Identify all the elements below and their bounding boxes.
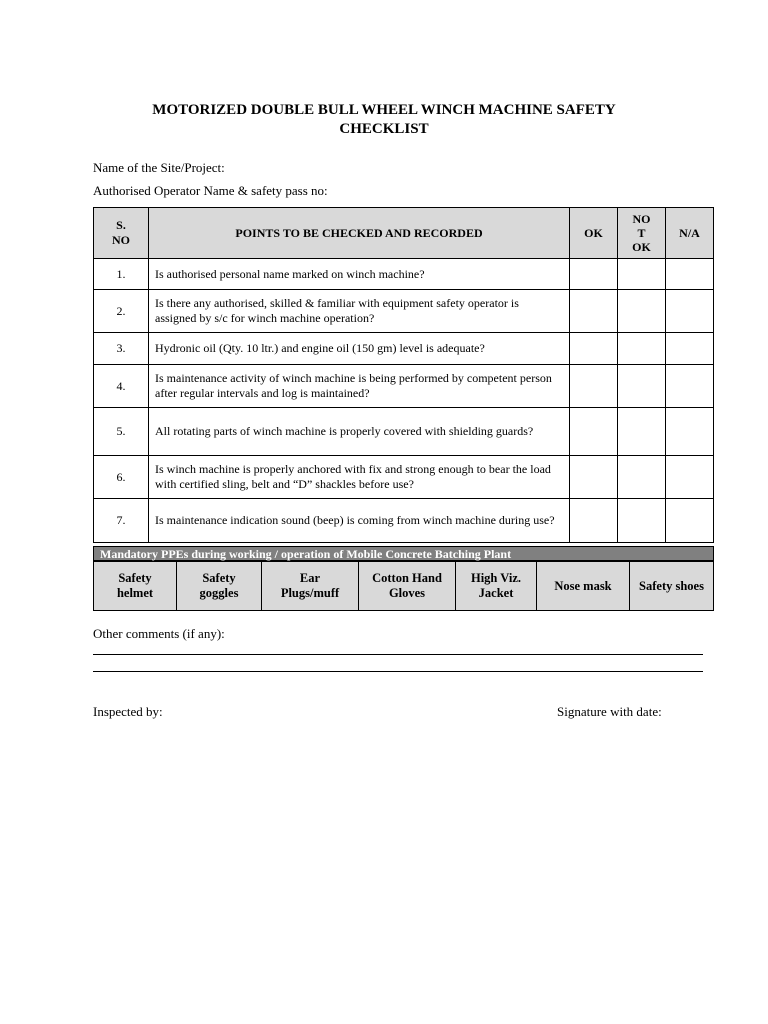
table-row [94,333,714,365]
ok-cell[interactable] [570,290,618,333]
not-ok-cell[interactable] [618,456,666,499]
signature-label: Signature with date: [557,704,662,719]
na-cell[interactable] [666,290,714,333]
site-project-field: Name of the Site/Project: [93,160,225,175]
table-row [94,290,714,333]
ok-cell[interactable] [570,456,618,499]
not-ok-cell[interactable] [618,333,666,365]
ppe-high-viz-jacket [456,562,537,611]
ppe-safety-shoes [630,562,714,611]
row-point: Is maintenance activity of winch machine is being performed by competent person after regular intervals and log is maintained? [149,365,570,408]
not-ok-cell[interactable] [618,499,666,543]
na-cell[interactable] [666,499,714,543]
ppe-label-line2: goggles [199,586,239,600]
header-not-ok-line1: NO [632,212,651,226]
row-sno: 5. [94,408,149,456]
header-sno-line2: NO [112,233,130,247]
ok-cell[interactable] [570,259,618,290]
table-row [94,365,714,408]
inspected-by-label: Inspected by: [93,704,163,719]
row-sno: 7. [94,499,149,543]
ppe-label-line2: helmet [116,586,154,600]
not-ok-cell[interactable] [618,259,666,290]
ppe-label-line1: High Viz. [470,571,521,585]
comment-line-2[interactable] [93,671,703,672]
table-row [94,259,714,290]
ppe-table [93,561,714,611]
checklist-header-row [94,208,714,259]
row-point: Is winch machine is properly anchored with fix and strong enough to bear the load with certified sling, belt and “D” shackles before use? [149,456,570,499]
na-cell[interactable] [666,408,714,456]
not-ok-cell[interactable] [618,408,666,456]
ok-cell[interactable] [570,333,618,365]
title-line-1: MOTORIZED DOUBLE BULL WHEEL WINCH MACHINE SAFETY [152,102,616,118]
ok-cell[interactable] [570,499,618,543]
row-sno: 3. [94,333,149,365]
na-cell[interactable] [666,259,714,290]
row-sno: 6. [94,456,149,499]
ppe-label-line2: Plugs/muff [280,586,340,600]
ppe-label-line1: Safety shoes [639,578,704,593]
na-cell[interactable] [666,365,714,408]
title-line-2: CHECKLIST [339,121,429,137]
ok-cell[interactable] [570,365,618,408]
na-cell[interactable] [666,333,714,365]
ppe-label-line2: Jacket [478,586,514,600]
ppe-label-line1: Cotton Hand [372,571,442,585]
ppe-row [94,562,714,611]
table-row [94,456,714,499]
comments-label: Other comments (if any): [93,626,225,641]
ppe-label-line1: Ear [299,571,321,585]
not-ok-cell[interactable] [618,365,666,408]
row-point: Is authorised personal name marked on winch machine? [149,259,570,290]
row-point: Is there any authorised, skilled & familiar with equipment safety operator is assigned by s/c for winch machine operation? [149,290,570,333]
row-sno: 4. [94,365,149,408]
header-not-ok-line3: OK [632,240,651,254]
row-sno: 2. [94,290,149,333]
row-sno: 1. [94,259,149,290]
checklist-table [93,207,714,543]
na-cell[interactable] [666,456,714,499]
ppe-label-line1: Safety [118,571,152,585]
table-row [94,499,714,543]
ppe-label-line1: Safety [202,571,236,585]
ppe-label-line2: Gloves [388,586,426,600]
row-point: Hydronic oil (Qty. 10 ltr.) and engine oil (150 gm) level is adequate? [149,333,570,365]
row-point: All rotating parts of winch machine is properly covered with shielding guards? [149,408,570,456]
header-not-ok [618,208,666,259]
ppe-label-line1: Nose mask [554,578,612,593]
comment-line-1[interactable] [93,654,703,655]
ppe-safety-goggles [177,562,262,611]
document-title [0,101,768,139]
table-row [94,408,714,456]
operator-name-field: Authorised Operator Name & safety pass no: [93,183,328,198]
header-sno-line1: S. [116,218,126,232]
ppe-banner: Mandatory PPEs during working / operation of Mobile Concrete Batching Plant [93,546,714,561]
ppe-safety-helmet [94,562,177,611]
ok-cell[interactable] [570,408,618,456]
header-sno [94,208,149,259]
row-point: Is maintenance indication sound (beep) is coming from winch machine during use? [149,499,570,543]
header-na: N/A [666,208,714,259]
ppe-ear-plugs [262,562,359,611]
header-ok: OK [570,208,618,259]
ppe-nose-mask [537,562,630,611]
ppe-cotton-gloves [359,562,456,611]
header-not-ok-line2: T [637,226,646,240]
header-points: POINTS TO BE CHECKED AND RECORDED [149,208,570,259]
not-ok-cell[interactable] [618,290,666,333]
